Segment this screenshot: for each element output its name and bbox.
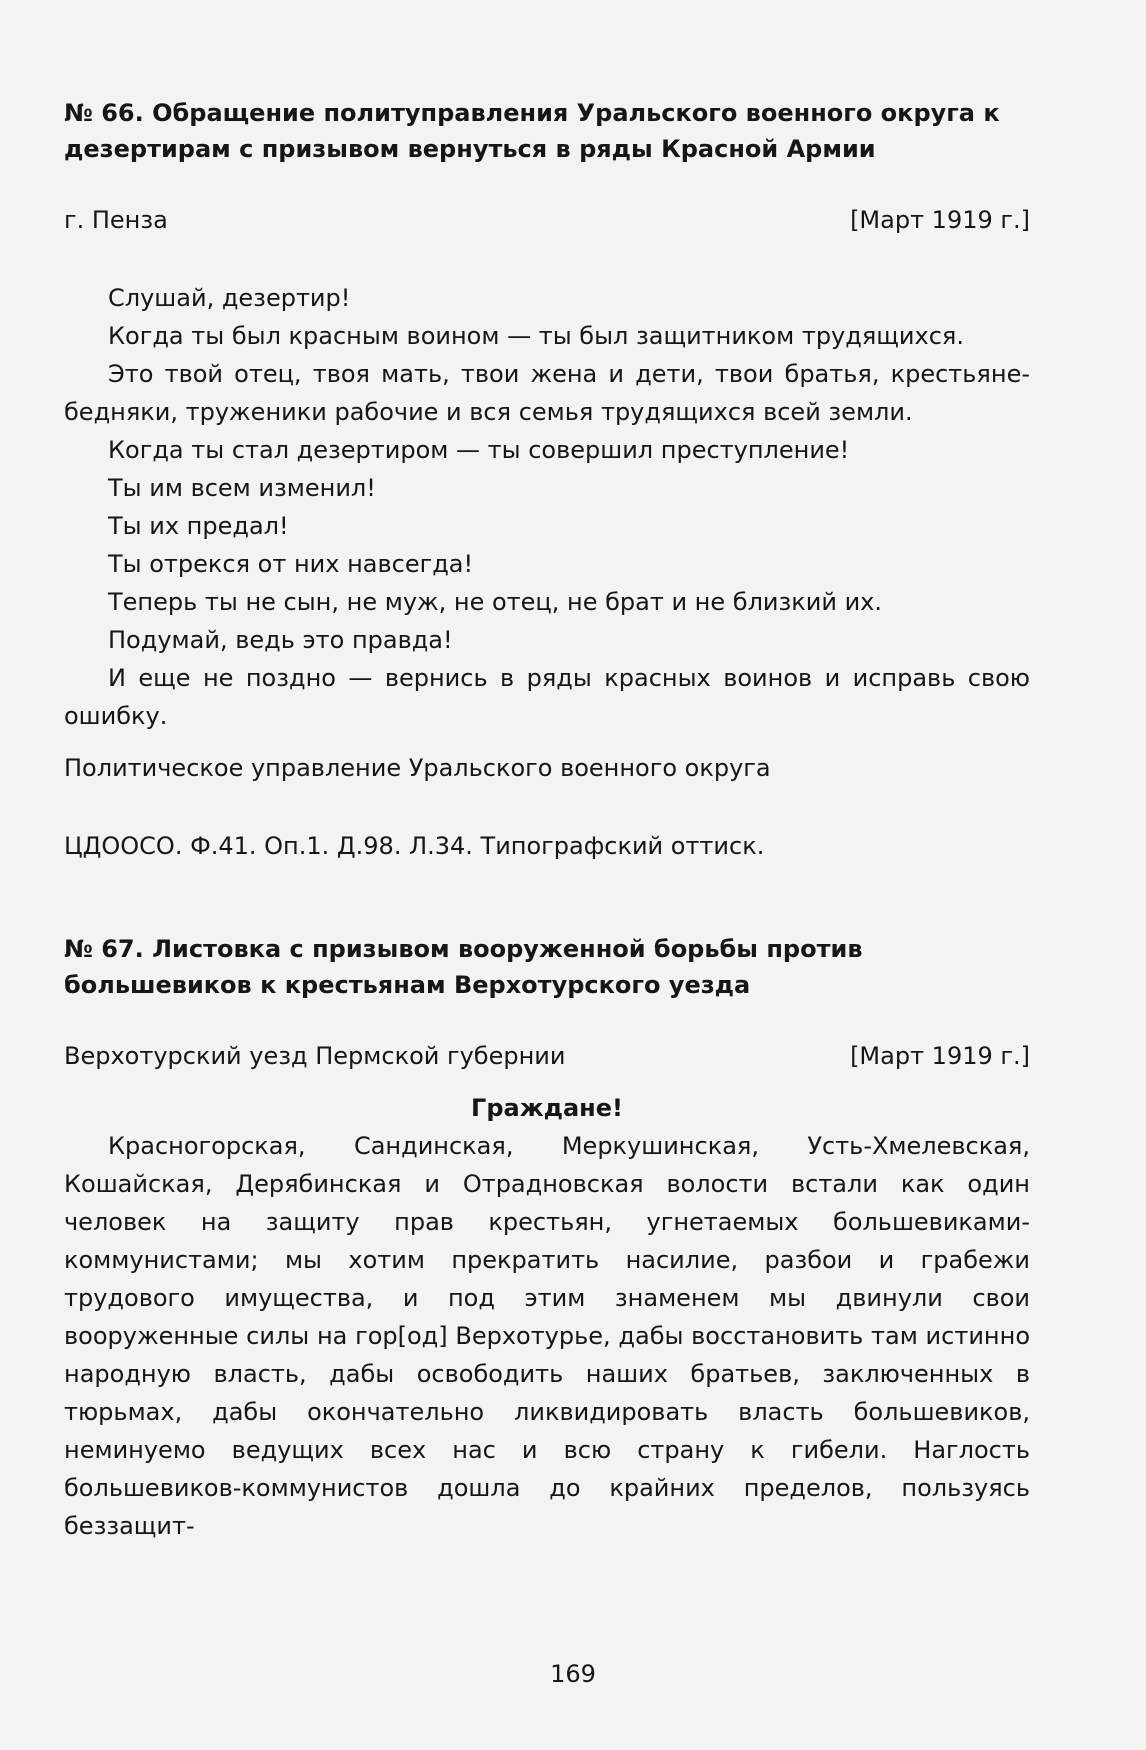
book-page [64,95,1030,1545]
document-67-date: [Март 1919 г.] [850,1042,1030,1070]
document-67-place-date [64,1037,1030,1075]
document-66-place-date [64,201,1030,239]
document-66-line: Теперь ты не сын, не муж, не отец, не брат и не близкий их. [108,588,883,616]
document-66-line: Ты отрекся от них навсегда! [108,550,474,578]
document-66-place: г. Пенза [64,206,168,234]
document-66-line: Слушай, дезертир! [108,284,351,312]
document-66-line: Подумай, ведь это правда! [108,626,453,654]
document-66-line: Когда ты был красным воином — ты был защитником трудящихся. [108,322,964,350]
document-66-signature: Политическое управление Уральского военного округа [64,754,771,782]
document-67-body: Красногорская, Сандинская, Меркушинская, Усть-Хмелевская, Кошайская, Дерябинская и Отрадновская волости встали как один человек на защиту прав крестьян, угнетаемых большевиками-коммунистами; мы хотим прекратить насилие, разбои и грабежи трудового имущества, и под этим знаменем мы двинули свои вооруженные силы на гор[од] Верхотурье, дабы восстановить там истинно народную власть, дабы освободить наших братьев, заключенных в тюрьмах, дабы окончательно ликвидировать власть большевиков, неминуемо ведущих всех нас и всю страну к гибели. Наглость большевиков-коммунистов дошла до крайних пределов, пользуясь беззащит- [64,1132,1030,1540]
document-66-text [64,279,1030,735]
document-66-line: Ты им всем изменил! [108,474,376,502]
document-66-line: Когда ты стал дезертиром — ты совершил преступление! [108,436,850,464]
document-66-line: Это твой отец, твоя мать, твои жена и дети, твои братья, крестьяне-бедняки, труженики рабочие и вся семья трудящихся всей земли. [64,360,1030,426]
document-66-date: [Март 1919 г.] [850,206,1030,234]
document-66-heading: № 66. Обращение политуправления Уральского военного округа к дезертирам с призывом вернуться в ряды Красной Армии [64,99,1000,163]
document-67-address: Граждане! [471,1094,623,1122]
page-number: 169 [550,1660,596,1688]
document-66-line: Ты их предал! [108,512,289,540]
document-67-heading: № 67. Листовка с призывом вооруженной борьбы против большевиков к крестьянам Верхотурского уезда [64,935,863,999]
document-66-line: И еще не поздно — вернись в ряды красных воинов и исправь свою ошибку. [64,664,1030,730]
document-66-source: ЦДООСО. Ф.41. Оп.1. Д.98. Л.34. Типографский оттиск. [64,832,765,860]
document-67-place: Верхотурский уезд Пермской губернии [64,1042,566,1070]
